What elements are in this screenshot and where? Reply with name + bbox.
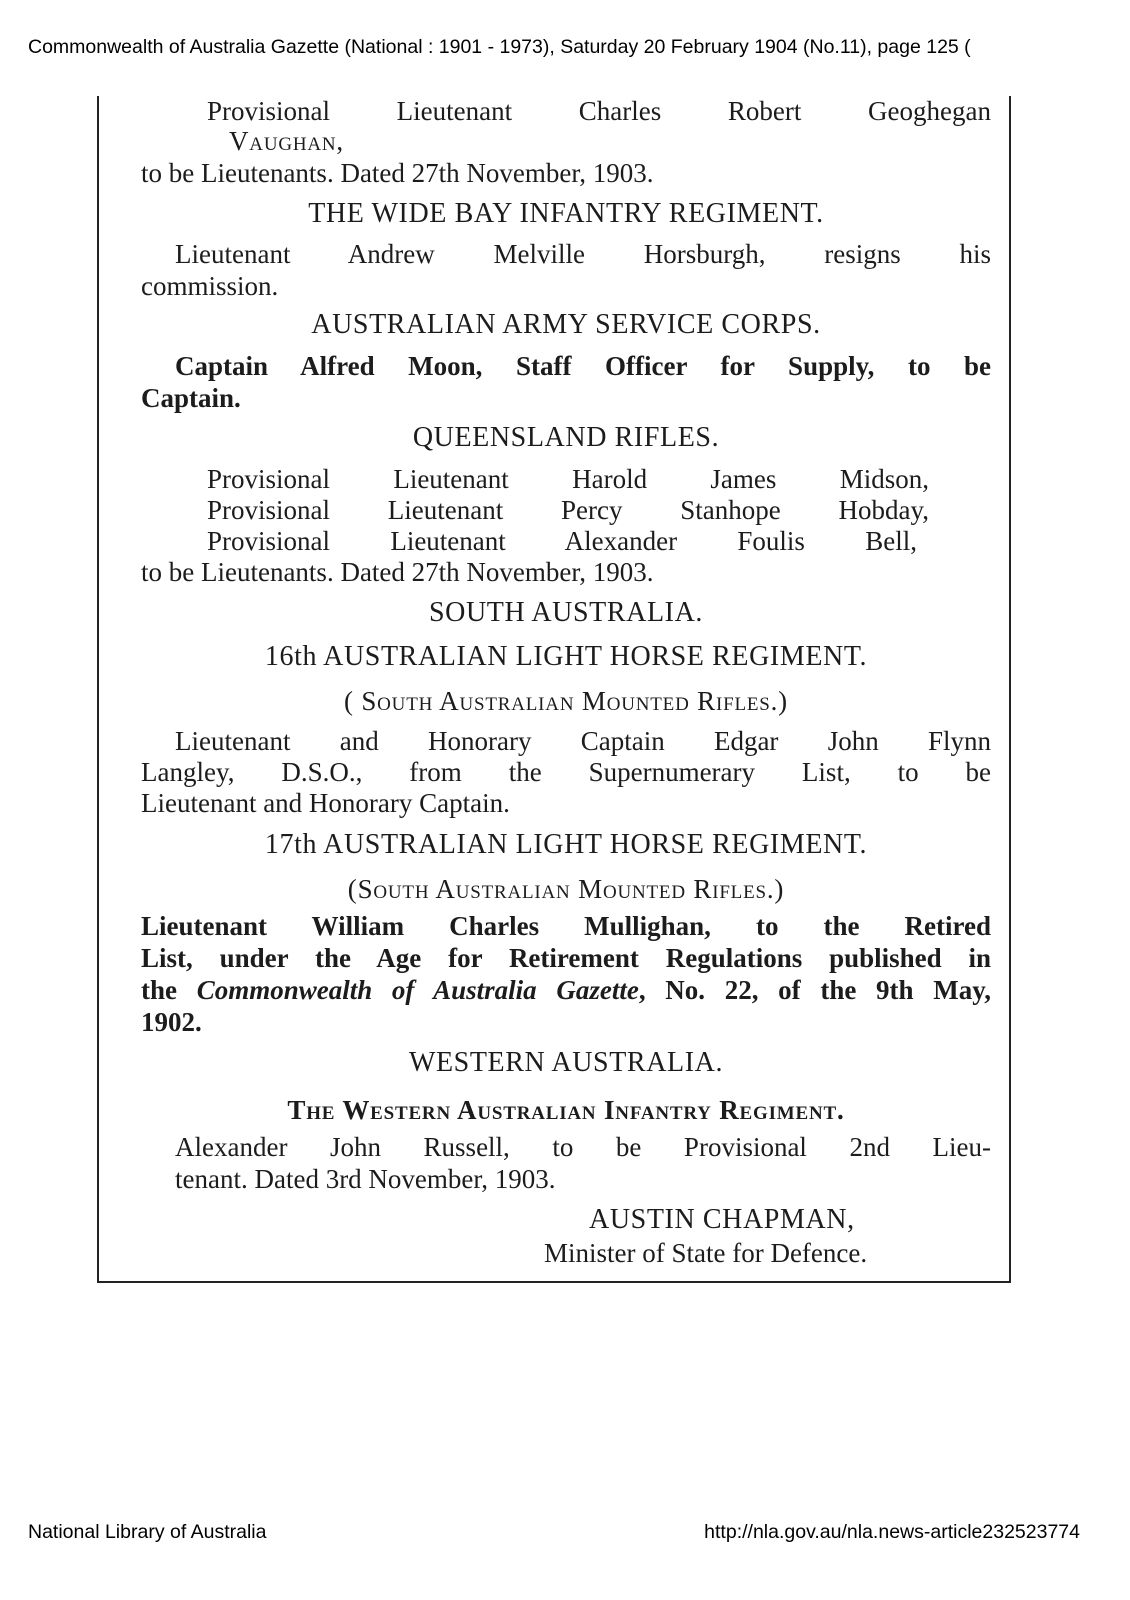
article-line: to be Lieutenants. Dated 27th November, 1903. [141, 158, 654, 188]
article-line: Captain Alfred Moon, Staff Officer for Supply, to be [175, 351, 991, 381]
article-line: Provisional Lieutenant Charles Robert Geoghegan [207, 96, 991, 126]
gazette-citation-header: Commonwealth of Australia Gazette (National : 1901 - 1973), Saturday 20 February 1904 (No.11), page 125 ( [28, 36, 971, 58]
section-subheading: (South Australian Mounted Rifles.) [347, 874, 785, 904]
section-heading: 16th AUSTRALIAN LIGHT HORSE REGIMENT. [264, 641, 868, 672]
gazette-clipping [97, 96, 1011, 1283]
section-heading: 17th AUSTRALIAN LIGHT HORSE REGIMENT. [264, 829, 868, 860]
gazette-title-italic: Commonwealth of Australia Gazette [196, 975, 639, 1005]
article-line: 1902. [141, 1007, 202, 1037]
article-line: Langley, D.S.O., from the Supernumerary List, to be [141, 757, 991, 787]
article-line: to be Lieutenants. Dated 27th November, 1903. [141, 557, 654, 587]
section-heading: SOUTH AUSTRALIA. [428, 597, 704, 628]
article-line: Provisional Lieutenant Harold James Midson, [207, 464, 929, 494]
section-heading: QUEENSLAND RIFLES. [412, 422, 720, 453]
footer-url: http://nla.gov.au/nla.news-article232523774 [704, 1521, 1080, 1543]
article-text: the [141, 975, 197, 1005]
article-line: List, under the Age for Retirement Regulations published in [141, 943, 991, 973]
article-line [141, 975, 991, 1006]
article-line: Vaughan, [229, 126, 344, 156]
section-heading: THE WIDE BAY INFANTRY REGIMENT. [308, 198, 824, 229]
article-line: Captain. [141, 383, 241, 413]
article-line: Lieutenant William Charles Mullighan, to the Retired [141, 911, 991, 941]
section-heading: AUSTRALIAN ARMY SERVICE CORPS. [311, 309, 821, 340]
article-line: Provisional Lieutenant Percy Stanhope Hobday, [207, 495, 929, 525]
article-text: , No. 22, of the 9th May, [638, 975, 991, 1005]
article-line: Alexander John Russell, to be Provisional 2nd Lieu- [175, 1132, 991, 1162]
article-line: Lieutenant Andrew Melville Horsburgh, resigns his [175, 239, 991, 269]
signature-name: AUSTIN CHAPMAN, [589, 1204, 855, 1235]
section-subheading: ( South Australian Mounted Rifles.) [344, 686, 788, 716]
article-line: commission. [141, 271, 279, 301]
article-line: Lieutenant and Honorary Captain. [141, 788, 510, 818]
article-line: Lieutenant and Honorary Captain Edgar John Flynn [175, 726, 991, 756]
article-line: tenant. Dated 3rd November, 1903. [175, 1164, 556, 1194]
section-subheading: The Western Australian Infantry Regiment. [287, 1095, 845, 1125]
section-heading: WESTERN AUSTRALIA. [408, 1047, 724, 1078]
article-line: Provisional Lieutenant Alexander Foulis Bell, [207, 526, 917, 556]
footer-library: National Library of Australia [28, 1521, 267, 1543]
signature-title: Minister of State for Defence. [544, 1238, 868, 1268]
